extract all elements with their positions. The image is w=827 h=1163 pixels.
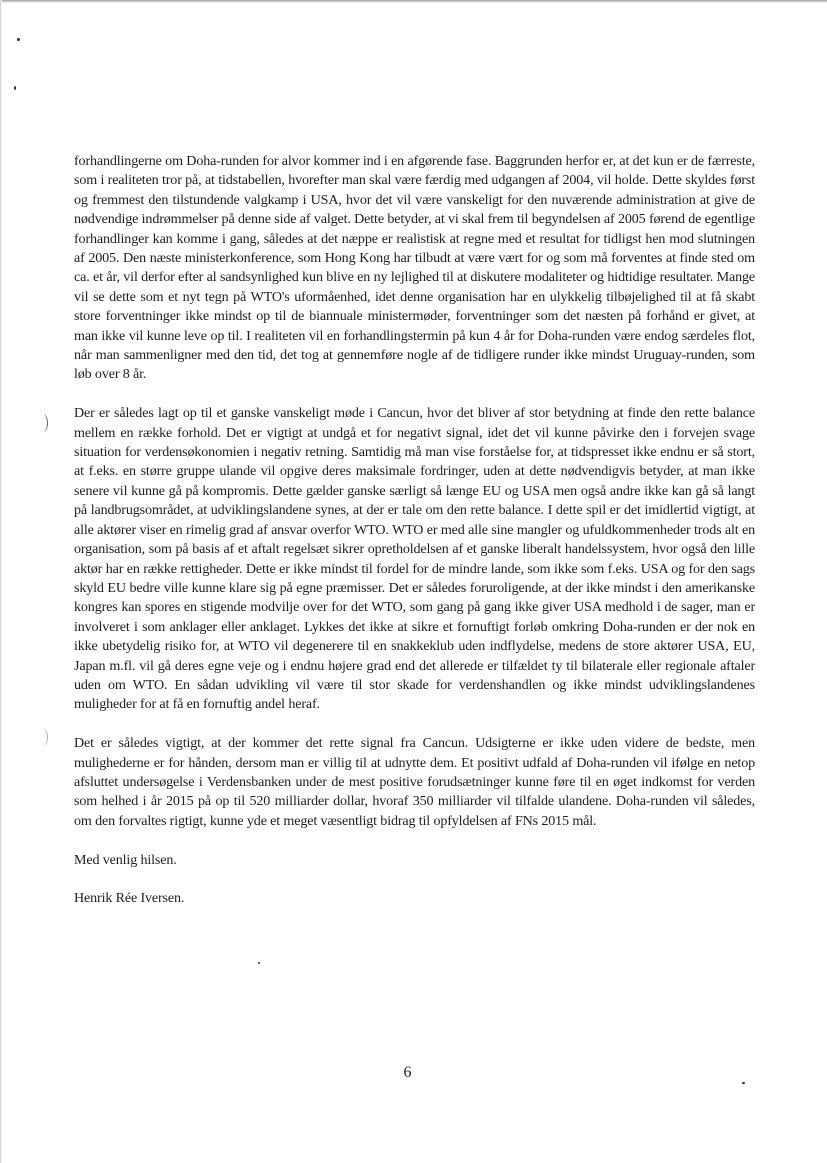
punch-hole-mark (38, 414, 48, 432)
scan-speck (742, 1082, 745, 1084)
paragraph: forhandlingerne om Doha-runden for alvor kommer ind i en afgørende fase. Baggrunden herfor er, at det kun er de færreste, som i realiteten tror på, at tidstabellen, hvorefter man skal være færdig med udgangen af 2004, vil holde. Dette skyldes først og fremmest den tilstundende valgkamp i USA, hvor det vil være vanskeligt for den nuværende administration at give de nødvendige indrømmelser på denne side af valget. Dette betyder, at vi skal frem til begyndelsen af 2005 førend de egentlige forhandlinger kan komme i gang, således at det næppe er realistisk at regne med et resultat for tidligst hen mod slutningen af 2005. Den næste ministerkonference, som Hong Kong har tilbudt at være vært for og som må forventes at finde sted om ca. et år, vil derfor efter al sandsynlighed kun blive en ny lejlighed til at diskutere modaliteter og hidtidige resultater. Mange vil se dette som et nyt tegn på WTO's uformåenhed, idet denne organisation har en ulykkelig tilbøjelighed til at få skabt store forventninger ikke mindst op til de biannuale ministermøder, forventninger som det næsten på forhånd er givet, at man ikke vil kunne leve op til. I realiteten vil en forhandlingstermin på kun 4 år for Doha-runden være endog særdeles flot, når man sammenligner med den tid, det tog at gennemføre nogle af de tidligere runder ikke mindst Uruguay-runden, som løb over 8 år. (74, 153, 755, 383)
scan-speck (14, 86, 16, 90)
letter-body (74, 152, 755, 928)
page-number: 6 (403, 1064, 412, 1081)
signature: Henrik Rée Iversen. (74, 890, 185, 907)
punch-hole-mark (38, 728, 48, 746)
scan-left-edge (0, 0, 2, 1163)
closing: Med venlig hilsen. (74, 851, 177, 868)
scan-speck (258, 962, 260, 964)
scan-speck (17, 38, 20, 41)
paragraph: Det er således vigtigt, at der kommer det rette signal fra Cancun. Udsigterne er ikke uden videre de bedste, men mulighederne er for hånden, dersom man er villig til at udnytte dem. Et positivt udfald af Doha-runden vil ifølge en netop afsluttet undersøgelse i Verdensbanken under de mest positive forudsætninger kunne føre til en øget indkomst for verden som helhed i år 2015 på op til 520 milliarder dollar, hvoraf 350 milliarder vil tilfalde ulandene. Doha-runden vil således, om den forvaltes rigtigt, kunne yde et meget væsentligt bidrag til opfyldelsen af FNs 2015 mål. (74, 735, 755, 829)
scan-top-edge (0, 0, 827, 3)
paragraph: Der er således lagt op til et ganske vanskeligt møde i Cancun, hvor det bliver af stor betydning at finde den rette balance mellem en række forhold. Det er vigtigt at undgå et for negativt signal, idet det vil kunne påvirke den i forvejen svage situation for verdensøkonomien i negativ retning. Samtidig må man vise forståelse for, at tidspresset ikke endnu er så stort, at f.eks. en større gruppe ulande vil opgive deres maksimale fordringer, uden at dette nødvendigvis betyder, at man ikke senere vil kunne gå på kompromis. Dette gælder ganske særligt så længe EU og USA men også andre ikke kan gå så langt på landbrugsområdet, at udviklingslandene synes, at der er tale om den rette balance. I dette spil er det imidlertid vigtigt, at alle aktører viser en rimelig grad af ansvar overfor WTO. WTO er med alle sine mangler og ufuldkommenheder trods alt en organisation, som på basis af et aftalt regelsæt sikrer opretholdelsen af et ganske liberalt handelssystem, hvor også den lille aktør har en række rettigheder. Dette er ikke mindst til fordel for de mindre lande, som ikke som f.eks. USA og for den sags skyld EU bedre ville kunne klare sig på egne præmisser. Det er således foruroligende, at der ikke mindst i den amerikanske kongres kan spores en stigende modvilje over for det WTO, som gang på gang ikke giver USA medhold i de sager, man er involveret i som anklager eller anklaget. Lykkes det ikke at sikre et fornuftigt forløb omkring Doha-runden er der nok en ikke ubetydelig risiko for, at WTO vil degenerere til en snakkeklub uden indflydelse, medens de store aktører USA, EU, Japan m.fl. vil gå deres egne veje og i endnu højere grad end det allerede er tilfældet ty til bilaterale eller regionale aftaler uden om WTO. En sådan udvikling vil være til stor skade for verdenshandlen og ikke mindst udviklingslandenes muligheder for at få en fornuftig andel heraf. (74, 405, 755, 713)
